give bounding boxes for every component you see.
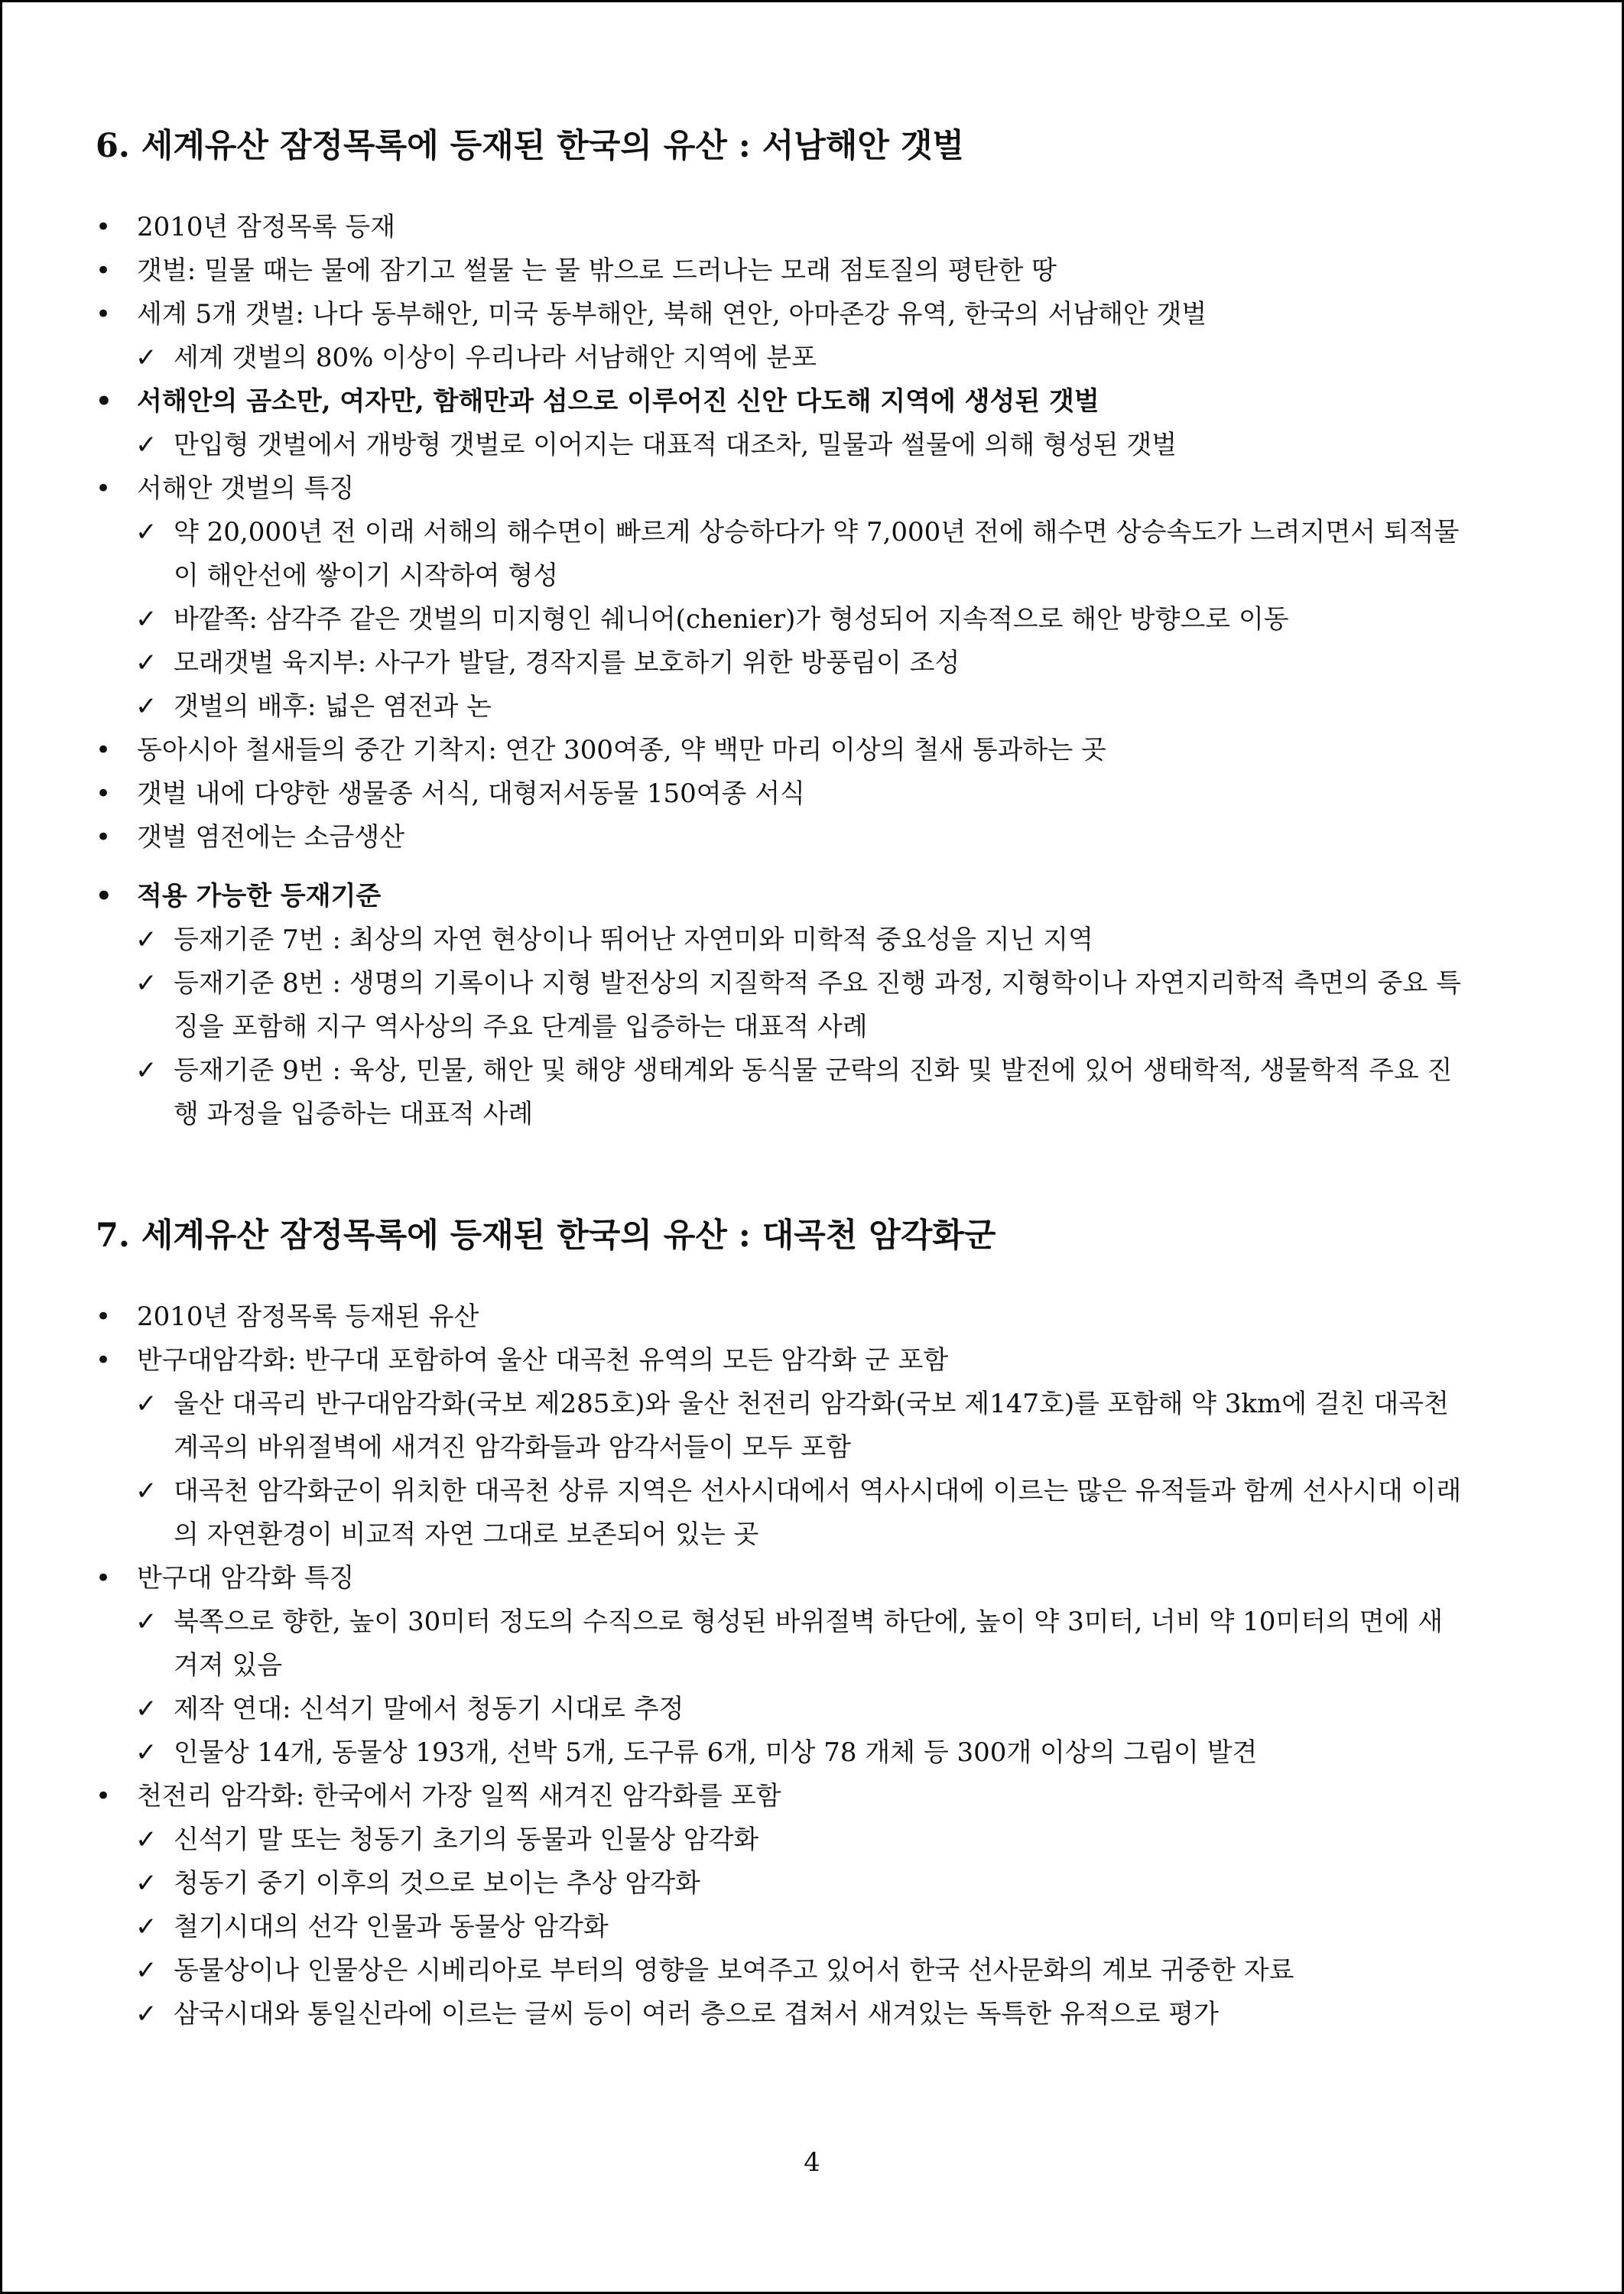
check-item: ✓ 인물상 14개, 동물상 193개, 선박 5개, 도구류 6개, 미상 78 개체 등 300개 이상의 그림이 발견 <box>96 1731 1464 1775</box>
check-item: ✓ 모래갯벌 육지부: 사구가 발달, 경작지를 보호하기 위한 방풍림이 조성 <box>96 642 1464 685</box>
check-item: ✓ 동물상이나 인물상은 시베리아로 부터의 영향을 보여주고 있어서 한국 선사문화의 계보 귀중한 자료 <box>96 1949 1464 1993</box>
check-item: ✓ 신석기 말 또는 청동기 초기의 동물과 인물상 암각화 <box>96 1818 1464 1862</box>
bullet-item: • 갯벌: 밀물 때는 물에 잠기고 썰물 는 물 밖으로 드러나는 모래 점토질의 평탄한 땅 <box>96 249 1464 293</box>
bullet-item: • 동아시아 철새들의 중간 기착지: 연간 300여종, 약 백만 마리 이상의 철새 통과하는 곳 <box>96 729 1464 772</box>
check-item: ✓ 울산 대곡리 반구대암각화(국보 제285호)와 울산 천전리 암각화(국보 제147호)를 포함해 약 3km에 걸친 대곡천 계곡의 바위절벽에 새겨진 암각화들과 암각서들이 모두 포함 <box>96 1383 1464 1470</box>
bullet-item: • 2010년 잠정목록 등재된 유산 <box>96 1295 1464 1339</box>
bullet-list <box>96 1295 1464 2036</box>
page-content <box>96 123 1464 2036</box>
bullet-item: • 천전리 암각화: 한국에서 가장 일찍 새겨진 암각화를 포함 <box>96 1775 1464 1818</box>
check-item: ✓ 삼국시대와 통일신라에 이르는 글씨 등이 여러 층으로 겹쳐서 새겨있는 독특한 유적으로 평가 <box>96 1993 1464 2036</box>
check-item: ✓ 등재기준 8번 : 생명의 기록이나 지형 발전상의 지질학적 주요 진행 과정, 지형학이나 자연지리학적 측면의 중요 특징을 포함해 지구 역사상의 주요 단계를 입증하는 대표적 사례 <box>96 962 1464 1049</box>
bullet-item: • 반구대 암각화 특징 <box>96 1557 1464 1600</box>
bullet-item: • 서해안 갯벌의 특징 <box>96 467 1464 511</box>
check-item: ✓ 제작 연대: 신석기 말에서 청동기 시대로 추정 <box>96 1688 1464 1731</box>
bullet-item: • 갯벌 내에 다양한 생물종 서식, 대형저서동물 150여종 서식 <box>96 772 1464 816</box>
check-item: ✓ 북쪽으로 향한, 높이 30미터 정도의 수직으로 형성된 바위절벽 하단에, 높이 약 3미터, 너비 약 10미터의 면에 새겨져 있음 <box>96 1600 1464 1688</box>
section-tidal-flats <box>96 123 1464 1136</box>
check-item: ✓ 철기시대의 선각 인물과 동물상 암각화 <box>96 1906 1464 1949</box>
check-item: ✓ 대곡천 암각화군이 위치한 대곡천 상류 지역은 선사시대에서 역사시대에 이르는 많은 유적들과 함께 선사시대 이래의 자연환경이 비교적 자연 그대로 보존되어 있는 곳 <box>96 1470 1464 1557</box>
bullet-item: • 반구대암각화: 반구대 포함하여 울산 대곡천 유역의 모든 암각화 군 포함 <box>96 1339 1464 1383</box>
check-item: ✓ 갯벌의 배후: 넓은 염전과 논 <box>96 685 1464 729</box>
bullet-item: • 2010년 잠정목록 등재 <box>96 206 1464 249</box>
section-heading: 7. 세계유산 잠정목록에 등재된 한국의 유산 : 대곡천 암각화군 <box>96 1217 996 1255</box>
check-item: ✓ 바깥쪽: 삼각주 같은 갯벌의 미지형인 쉐니어(chenier)가 형성되어 지속적으로 해안 방향으로 이동 <box>96 598 1464 642</box>
bullet-item: • 적용 가능한 등재기준 <box>96 875 1464 918</box>
page-number: 4 <box>804 2147 820 2178</box>
check-item: ✓ 청동기 중기 이후의 것으로 보이는 추상 암각화 <box>96 1862 1464 1906</box>
bullet-item: • 갯벌 염전에는 소금생산 <box>96 816 1464 859</box>
section-heading: 6. 세계유산 잠정목록에 등재된 한국의 유산 : 서남해안 갯벌 <box>96 127 964 165</box>
check-item: ✓ 등재기준 7번 : 최상의 자연 현상이나 뛰어난 자연미와 미학적 중요성을 지닌 지역 <box>96 918 1464 962</box>
check-item: ✓ 등재기준 9번 : 육상, 민물, 해안 및 해양 생태계와 동식물 군락의 진화 및 발전에 있어 생태학적, 생물학적 주요 진행 과정을 입증하는 대표적 사례 <box>96 1049 1464 1136</box>
check-item: ✓ 약 20,000년 전 이래 서해의 해수면이 빠르게 상승하다가 약 7,000년 전에 해수면 상승속도가 느려지면서 퇴적물이 해안선에 쌓이기 시작하여 형성 <box>96 511 1464 598</box>
section-petroglyphs <box>96 1213 1464 2036</box>
bullet-list <box>96 206 1464 1136</box>
check-item: ✓ 세계 갯벌의 80% 이상이 우리나라 서남해안 지역에 분포 <box>96 336 1464 380</box>
check-item: ✓ 만입형 갯벌에서 개방형 갯벌로 이어지는 대표적 대조차, 밀물과 썰물에 의해 형성된 갯벌 <box>96 424 1464 467</box>
bullet-item: • 서해안의 곰소만, 여자만, 함해만과 섬으로 이루어진 신안 다도해 지역에 생성된 갯벌 <box>96 380 1464 424</box>
bullet-item: • 세계 5개 갯벌: 나다 동부해안, 미국 동부해안, 북해 연안, 아마존강 유역, 한국의 서남해안 갯벌 <box>96 293 1464 336</box>
